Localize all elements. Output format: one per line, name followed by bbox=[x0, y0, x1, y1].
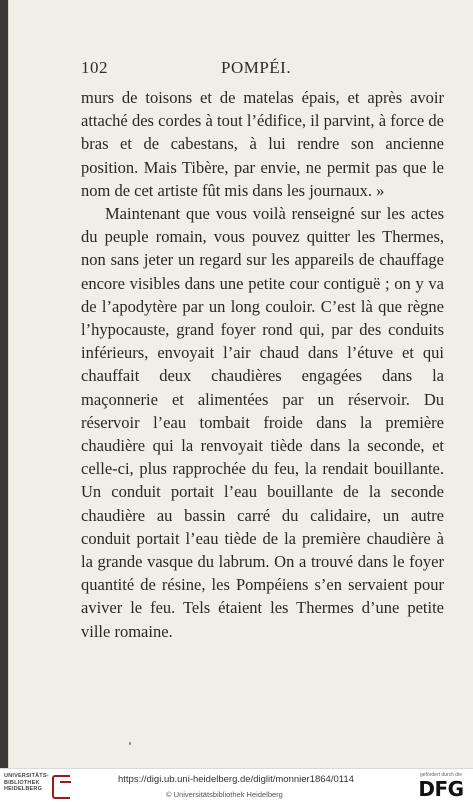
permalink-url[interactable]: https://digi.ub.uni-heidelberg.de/diglit/monnier1864/0114 bbox=[118, 774, 354, 785]
dfg-logo: DFG bbox=[418, 777, 464, 801]
library-line: UNIVERSITÄTS- bbox=[4, 773, 49, 779]
page-header bbox=[81, 58, 444, 80]
funder-logo[interactable] bbox=[417, 772, 465, 800]
paragraph-continuation: murs de toisons et de matelas épais, et après avoir attaché des cordes à tout l’édifice, il parvint, à force de bras et de cabestans, à lui rendre son ancienne position. Mais Tibère, par envie, ne permit pas que le nom de cet artiste fût mis dans les journaux. » bbox=[81, 88, 444, 200]
digitization-footer bbox=[0, 768, 473, 807]
running-title: POMPÉI. bbox=[221, 58, 292, 77]
funder-caption: gefördert durch die bbox=[420, 772, 462, 778]
body-text bbox=[81, 86, 444, 643]
page-number: 102 bbox=[81, 58, 108, 77]
library-line: HEIDELBERG bbox=[4, 786, 43, 793]
library-seal-bar bbox=[60, 781, 71, 783]
university-library-logo[interactable] bbox=[4, 773, 74, 803]
copyright-notice: © Universitätsbibliothek Heidelberg bbox=[166, 790, 283, 799]
ink-speck bbox=[129, 742, 131, 745]
paragraph-thermes: Maintenant que vous voilà renseigné sur les actes du peuple romain, vous pouvez quitter les Thermes, non sans jeter un regard sur les appareils de chauffage encore visibles dans une petite cour contiguë ; on y va de l’apodytère par un long couloir. C’est là que règne l’hypocauste, grand foyer rond qui, par des conduits inférieurs, envoyait l’air chaud dans l’étuve et qui chauffait deux chaudières engagées dans la maçonnerie et alimentées par un réservoir. Du réservoir l’eau tombait froide dans la première chaudière qui la renvoyait tiède dans la seconde, et celle-ci, plus rapprochée du feu, la rendait bouillante. Un conduit portait l’eau bouillante de la seconde chaudière au bassin carré du calidaire, un autre conduit portait l’eau tiède de la première chaudière à la grande vasque du labrum. On a trouvé dans le foyer quantité de résine, les Pompéiens s’en servaient pour aviver le feu. Tels étaient les Thermes d’une petite ville romaine. bbox=[81, 204, 444, 641]
library-line: BIBLIOTHEK bbox=[4, 779, 40, 786]
library-seal-icon bbox=[52, 775, 70, 799]
book-page bbox=[8, 0, 473, 768]
